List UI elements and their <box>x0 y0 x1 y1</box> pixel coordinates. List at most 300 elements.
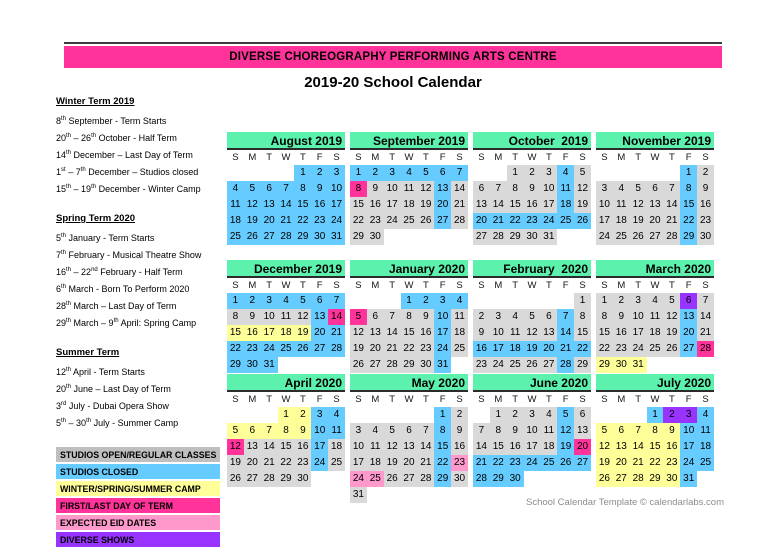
month-title: January 2020 <box>350 260 468 278</box>
weekday-cell: W <box>650 394 660 405</box>
day-cell: 24 <box>680 455 697 471</box>
day-cell: 18 <box>328 439 345 455</box>
month-title: November 2019 <box>596 132 714 150</box>
day-cell: 17 <box>680 439 697 455</box>
day-cell: 25 <box>227 229 244 245</box>
day-cell: 12 <box>574 181 591 197</box>
day-cell: 13 <box>311 309 328 325</box>
month-february-2020 <box>473 260 591 373</box>
legend <box>56 447 220 547</box>
day-cell: 5 <box>557 407 574 423</box>
day-cell: 29 <box>596 357 613 373</box>
empty-cell <box>434 229 451 245</box>
weekday-cell: S <box>579 152 586 163</box>
day-cell: 16 <box>663 439 680 455</box>
day-cell: 1 <box>278 407 295 423</box>
term-item: 15th – 19th December - Winter Camp <box>56 184 201 194</box>
day-cell: 5 <box>630 181 647 197</box>
day-cell: 9 <box>451 423 468 439</box>
day-cell: 21 <box>697 325 714 341</box>
day-cell: 29 <box>350 229 367 245</box>
day-cell: 6 <box>311 293 328 309</box>
empty-cell <box>227 165 244 181</box>
term-item: 5th – 30th July - Summer Camp <box>56 418 179 428</box>
day-cell: 21 <box>278 213 295 229</box>
day-cell: 9 <box>417 309 434 325</box>
weekday-cell: T <box>545 280 552 291</box>
term-item: 20th June – Last Day of Term <box>56 384 171 394</box>
day-cell: 30 <box>417 357 434 373</box>
day-cell: 20 <box>244 455 261 471</box>
empty-cell <box>294 357 311 373</box>
day-cell: 8 <box>647 423 664 439</box>
day-cell: 20 <box>680 325 697 341</box>
weekday-cell: M <box>248 394 257 405</box>
empty-cell <box>557 229 574 245</box>
day-cell: 6 <box>434 165 451 181</box>
weekday-cell: F <box>316 152 323 163</box>
weekday-cell: S <box>579 394 586 405</box>
day-cell: 19 <box>417 197 434 213</box>
empty-cell <box>417 487 434 503</box>
day-cell: 23 <box>507 455 524 471</box>
day-cell: 26 <box>350 357 367 373</box>
term-heading: Summer Term <box>56 347 120 358</box>
weekday-cell: F <box>316 280 323 291</box>
day-cell: 15 <box>647 439 664 455</box>
day-cell: 4 <box>401 165 418 181</box>
month-june-2020 <box>473 374 591 503</box>
term-item: 3rd July - Dubai Opera Show <box>56 401 169 411</box>
weekday-row <box>350 151 468 165</box>
day-cell: 24 <box>630 341 647 357</box>
weekday-cell: S <box>232 280 239 291</box>
day-cell: 7 <box>261 423 278 439</box>
day-grid <box>473 293 591 373</box>
day-cell: 13 <box>540 325 557 341</box>
term-heading: Winter Term 2019 <box>56 96 135 107</box>
day-cell: 8 <box>434 423 451 439</box>
empty-cell <box>451 357 468 373</box>
day-cell: 14 <box>417 439 434 455</box>
weekday-row <box>473 279 591 293</box>
day-cell: 17 <box>311 439 328 455</box>
empty-cell <box>434 487 451 503</box>
empty-cell <box>311 471 328 487</box>
day-cell: 10 <box>524 423 541 439</box>
day-cell: 17 <box>328 197 345 213</box>
day-cell: 2 <box>613 293 630 309</box>
day-cell: 1 <box>680 165 697 181</box>
day-cell: 19 <box>227 455 244 471</box>
weekday-cell: W <box>404 280 414 291</box>
legend-label: EXPECTED EID DATES <box>60 517 157 528</box>
footer-credit: School Calendar Template © calendarlabs.com <box>526 497 724 508</box>
day-cell: 4 <box>557 165 574 181</box>
day-cell: 6 <box>401 423 418 439</box>
day-cell: 23 <box>244 341 261 357</box>
term-heading: Spring Term 2020 <box>56 213 136 224</box>
day-cell: 19 <box>524 341 541 357</box>
weekday-cell: M <box>248 280 257 291</box>
day-cell: 2 <box>507 407 524 423</box>
day-cell: 3 <box>311 407 328 423</box>
legend-label: DIVERSE SHOWS <box>60 534 135 545</box>
legend-row <box>56 464 220 479</box>
day-cell: 4 <box>278 293 295 309</box>
day-cell: 5 <box>227 423 244 439</box>
day-cell: 19 <box>294 325 311 341</box>
day-cell: 29 <box>294 229 311 245</box>
day-grid <box>350 407 468 503</box>
day-cell: 18 <box>507 341 524 357</box>
day-cell: 24 <box>384 213 401 229</box>
weekday-cell: F <box>439 280 446 291</box>
day-cell: 9 <box>473 325 490 341</box>
day-grid <box>350 165 468 245</box>
day-cell: 8 <box>574 309 591 325</box>
day-cell: 18 <box>367 455 384 471</box>
weekday-cell: M <box>494 394 503 405</box>
term-item: 16th – 22nd February - Half Term <box>56 267 183 277</box>
empty-cell <box>261 165 278 181</box>
day-cell: 28 <box>261 471 278 487</box>
day-cell: 5 <box>663 293 680 309</box>
day-cell: 10 <box>328 181 345 197</box>
day-cell: 5 <box>244 181 261 197</box>
day-grid <box>473 165 591 245</box>
day-cell: 11 <box>647 309 664 325</box>
weekday-cell: T <box>512 394 519 405</box>
day-cell: 31 <box>350 487 367 503</box>
day-cell: 18 <box>278 325 295 341</box>
day-cell: 15 <box>596 325 613 341</box>
weekday-cell: T <box>512 280 519 291</box>
day-cell: 27 <box>473 229 490 245</box>
day-cell: 5 <box>596 423 613 439</box>
day-cell: 7 <box>473 423 490 439</box>
day-cell: 16 <box>473 341 490 357</box>
weekday-row <box>596 393 714 407</box>
day-cell: 18 <box>557 197 574 213</box>
weekday-cell: M <box>617 152 626 163</box>
day-cell: 16 <box>367 197 384 213</box>
day-cell: 21 <box>557 341 574 357</box>
day-cell: 29 <box>680 229 697 245</box>
day-cell: 7 <box>417 423 434 439</box>
month-title: March 2020 <box>596 260 714 278</box>
day-cell: 1 <box>507 165 524 181</box>
day-cell: 31 <box>434 357 451 373</box>
weekday-cell: T <box>266 152 273 163</box>
day-cell: 29 <box>278 471 295 487</box>
day-cell: 28 <box>630 471 647 487</box>
day-cell: 31 <box>540 229 557 245</box>
day-cell: 15 <box>294 197 311 213</box>
weekday-cell: F <box>685 394 692 405</box>
day-cell: 12 <box>384 439 401 455</box>
empty-cell <box>613 407 630 423</box>
month-title: June 2020 <box>473 374 591 392</box>
empty-cell <box>647 357 664 373</box>
weekday-cell: F <box>685 280 692 291</box>
day-cell: 22 <box>574 341 591 357</box>
weekday-cell: T <box>635 152 642 163</box>
empty-cell <box>367 293 384 309</box>
day-cell: 24 <box>328 213 345 229</box>
day-cell: 22 <box>434 455 451 471</box>
empty-cell <box>574 229 591 245</box>
term-item: 8th September - Term Starts <box>56 116 167 126</box>
weekday-cell: M <box>494 280 503 291</box>
day-cell: 5 <box>524 309 541 325</box>
day-grid <box>350 293 468 373</box>
weekday-cell: S <box>601 280 608 291</box>
day-cell: 16 <box>524 197 541 213</box>
weekday-cell: S <box>478 152 485 163</box>
weekday-cell: T <box>668 394 675 405</box>
empty-cell <box>401 487 418 503</box>
empty-cell <box>473 407 490 423</box>
empty-cell <box>596 407 613 423</box>
day-cell: 21 <box>261 455 278 471</box>
day-cell: 4 <box>451 293 468 309</box>
empty-cell <box>596 165 613 181</box>
legend-label: FIRST/LAST DAY OF TERM <box>60 500 173 511</box>
day-cell: 22 <box>227 341 244 357</box>
month-title: February 2020 <box>473 260 591 278</box>
legend-label: STUDIOS OPEN/REGULAR CLASSES <box>60 449 217 460</box>
banner <box>64 46 722 68</box>
day-cell: 22 <box>507 213 524 229</box>
weekday-cell: M <box>371 280 380 291</box>
day-cell: 27 <box>680 341 697 357</box>
weekday-cell: T <box>299 280 306 291</box>
day-cell: 28 <box>451 213 468 229</box>
weekday-row <box>473 151 591 165</box>
day-cell: 13 <box>647 197 664 213</box>
day-cell: 28 <box>663 229 680 245</box>
day-cell: 15 <box>350 197 367 213</box>
day-cell: 10 <box>311 423 328 439</box>
day-cell: 20 <box>434 197 451 213</box>
weekday-cell: T <box>266 394 273 405</box>
empty-cell <box>384 487 401 503</box>
empty-cell <box>417 229 434 245</box>
weekday-cell: F <box>316 394 323 405</box>
day-cell: 31 <box>680 471 697 487</box>
day-cell: 29 <box>507 229 524 245</box>
day-cell: 28 <box>417 471 434 487</box>
term-section <box>56 347 220 432</box>
day-cell: 20 <box>401 455 418 471</box>
day-cell: 2 <box>294 407 311 423</box>
day-cell: 22 <box>647 455 664 471</box>
day-cell: 20 <box>261 213 278 229</box>
day-cell: 10 <box>596 197 613 213</box>
day-cell: 14 <box>328 309 345 325</box>
day-cell: 3 <box>261 293 278 309</box>
day-cell: 17 <box>384 197 401 213</box>
day-cell: 30 <box>451 471 468 487</box>
day-cell: 11 <box>507 325 524 341</box>
day-cell: 2 <box>417 293 434 309</box>
day-cell: 29 <box>401 357 418 373</box>
empty-cell <box>384 407 401 423</box>
day-cell: 1 <box>434 407 451 423</box>
day-cell: 13 <box>574 423 591 439</box>
day-cell: 3 <box>680 407 697 423</box>
day-cell: 31 <box>630 357 647 373</box>
day-cell: 25 <box>278 341 295 357</box>
day-cell: 16 <box>311 197 328 213</box>
legend-row <box>56 532 220 547</box>
day-cell: 1 <box>350 165 367 181</box>
month-november-2019 <box>596 132 714 245</box>
day-cell: 29 <box>574 357 591 373</box>
weekday-cell: T <box>422 394 429 405</box>
day-cell: 28 <box>557 357 574 373</box>
day-cell: 10 <box>350 439 367 455</box>
day-cell: 25 <box>697 455 714 471</box>
day-cell: 12 <box>630 197 647 213</box>
day-cell: 23 <box>451 455 468 471</box>
day-cell: 10 <box>540 181 557 197</box>
day-grid <box>596 407 714 487</box>
day-cell: 23 <box>417 341 434 357</box>
day-cell: 18 <box>697 439 714 455</box>
month-may-2020 <box>350 374 468 503</box>
weekday-cell: W <box>527 152 537 163</box>
term-item: 12th April - Term Starts <box>56 367 145 377</box>
day-cell: 4 <box>328 407 345 423</box>
day-cell: 11 <box>613 197 630 213</box>
day-cell: 14 <box>473 439 490 455</box>
day-cell: 7 <box>384 309 401 325</box>
weekday-cell: T <box>299 152 306 163</box>
day-cell: 14 <box>384 325 401 341</box>
day-cell: 25 <box>540 455 557 471</box>
day-cell: 28 <box>328 341 345 357</box>
legend-label: STUDIOS CLOSED <box>60 466 139 477</box>
sidebar-sections <box>56 96 220 432</box>
day-cell: 22 <box>490 455 507 471</box>
month-january-2020 <box>350 260 468 373</box>
day-cell: 4 <box>507 309 524 325</box>
month-title: December 2019 <box>227 260 345 278</box>
day-cell: 26 <box>630 229 647 245</box>
day-cell: 21 <box>490 213 507 229</box>
legend-row <box>56 447 220 462</box>
day-cell: 12 <box>350 325 367 341</box>
day-cell: 26 <box>417 213 434 229</box>
day-cell: 23 <box>613 341 630 357</box>
legend-row <box>56 515 220 530</box>
weekday-cell: M <box>371 394 380 405</box>
day-cell: 8 <box>490 423 507 439</box>
day-cell: 3 <box>384 165 401 181</box>
day-cell: 22 <box>350 213 367 229</box>
day-cell: 5 <box>574 165 591 181</box>
day-cell: 25 <box>328 455 345 471</box>
day-cell: 1 <box>294 165 311 181</box>
day-cell: 13 <box>613 439 630 455</box>
weekday-cell: W <box>281 394 291 405</box>
day-cell: 7 <box>490 181 507 197</box>
weekday-cell: M <box>494 152 503 163</box>
day-cell: 27 <box>401 471 418 487</box>
empty-cell <box>663 165 680 181</box>
day-cell: 3 <box>490 309 507 325</box>
empty-cell <box>557 293 574 309</box>
day-grid <box>227 293 345 373</box>
day-cell: 7 <box>278 181 295 197</box>
empty-cell <box>328 471 345 487</box>
day-cell: 10 <box>261 309 278 325</box>
day-cell: 8 <box>227 309 244 325</box>
day-cell: 3 <box>328 165 345 181</box>
day-cell: 22 <box>401 341 418 357</box>
day-cell: 12 <box>524 325 541 341</box>
weekday-cell: W <box>281 152 291 163</box>
day-cell: 26 <box>524 357 541 373</box>
day-cell: 18 <box>451 325 468 341</box>
day-cell: 31 <box>328 229 345 245</box>
weekday-cell: T <box>389 152 396 163</box>
month-december-2019 <box>227 260 345 373</box>
month-title: August 2019 <box>227 132 345 150</box>
weekday-row <box>473 393 591 407</box>
term-item: 6th March - Born To Perform 2020 <box>56 284 190 294</box>
month-title: July 2020 <box>596 374 714 392</box>
day-cell: 12 <box>244 197 261 213</box>
month-july-2020 <box>596 374 714 503</box>
empty-cell <box>680 357 697 373</box>
day-cell: 4 <box>540 407 557 423</box>
day-cell: 10 <box>434 309 451 325</box>
weekday-cell: T <box>299 394 306 405</box>
day-cell: 13 <box>473 197 490 213</box>
day-cell: 6 <box>680 293 697 309</box>
day-cell: 26 <box>384 471 401 487</box>
day-cell: 19 <box>596 455 613 471</box>
weekday-cell: S <box>456 280 463 291</box>
day-cell: 18 <box>647 325 664 341</box>
weekday-cell: F <box>439 152 446 163</box>
day-cell: 26 <box>663 341 680 357</box>
term-item: 5th January - Term Starts <box>56 233 155 243</box>
empty-cell <box>227 407 244 423</box>
day-cell: 30 <box>367 229 384 245</box>
day-cell: 13 <box>261 197 278 213</box>
empty-cell <box>311 357 328 373</box>
day-cell: 17 <box>490 341 507 357</box>
day-cell: 21 <box>451 197 468 213</box>
empty-cell <box>384 293 401 309</box>
weekday-row <box>227 151 345 165</box>
empty-cell <box>524 293 541 309</box>
day-cell: 30 <box>613 357 630 373</box>
day-cell: 2 <box>663 407 680 423</box>
day-cell: 25 <box>401 213 418 229</box>
month-august-2019 <box>227 132 345 245</box>
empty-cell <box>473 165 490 181</box>
day-cell: 21 <box>663 213 680 229</box>
sidebar <box>56 96 220 549</box>
day-cell: 12 <box>294 309 311 325</box>
day-cell: 25 <box>647 341 664 357</box>
day-cell: 27 <box>261 229 278 245</box>
